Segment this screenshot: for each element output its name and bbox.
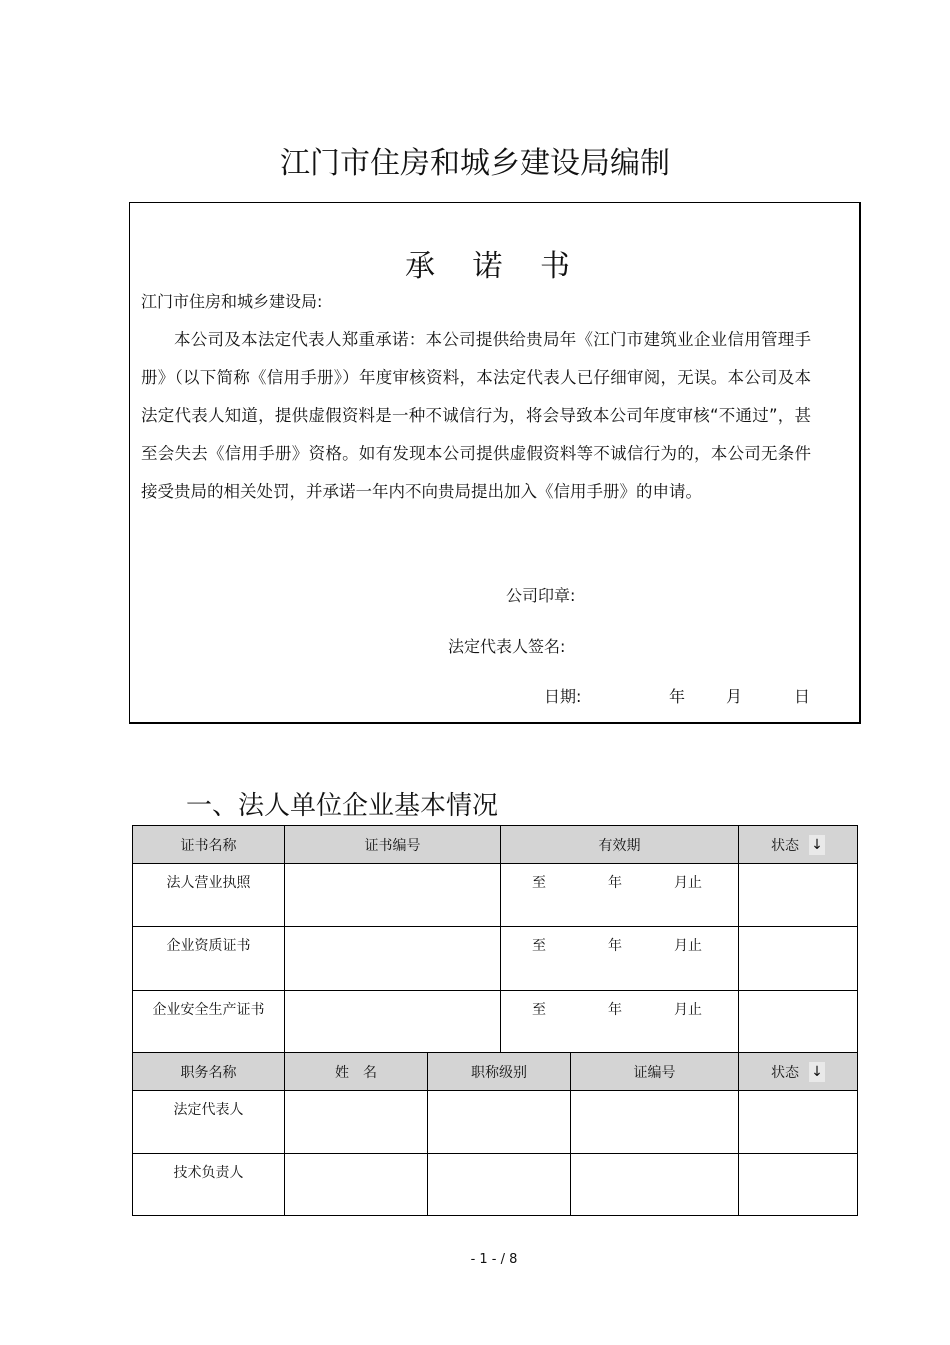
staff-header-status xyxy=(739,1053,857,1091)
staff-row-status-field[interactable] xyxy=(739,1154,857,1215)
cert-header-number: 证书编号 xyxy=(285,826,501,864)
staff-row-title-level-field[interactable] xyxy=(428,1154,571,1215)
cert-row-name: 法人营业执照 xyxy=(133,864,285,927)
staff-header-position: 职务名称 xyxy=(133,1053,285,1091)
staff-row-cert-no-field[interactable] xyxy=(571,1154,739,1215)
enterprise-info-table xyxy=(132,825,858,1216)
cert-row-validity[interactable] xyxy=(501,991,739,1053)
pledge-addressee: 江门市住房和城乡建设局: xyxy=(141,292,323,311)
validity-month-end: 月止 xyxy=(674,1002,702,1018)
cert-row-number-field[interactable] xyxy=(285,864,501,927)
validity-to: 至 xyxy=(532,938,546,954)
staff-row-name-field[interactable] xyxy=(285,1154,428,1215)
cert-row-status-field[interactable] xyxy=(739,864,857,927)
cert-row-number-field[interactable] xyxy=(285,927,501,991)
validity-month-end: 月止 xyxy=(674,875,702,891)
validity-year: 年 xyxy=(608,875,622,891)
document-title: 江门市住房和城乡建设局编制 xyxy=(280,146,670,181)
date-day-label: 日 xyxy=(794,687,811,706)
status-sort-arrow-icon[interactable]: ↓ xyxy=(809,1062,825,1082)
staff-header-name: 姓 名 xyxy=(285,1053,428,1091)
validity-to: 至 xyxy=(532,1002,546,1018)
company-seal-label: 公司印章: xyxy=(506,586,576,605)
staff-row-name-field[interactable] xyxy=(285,1091,428,1154)
pledge-title: 承 诺 书 xyxy=(404,249,585,284)
cert-row-number-field[interactable] xyxy=(285,991,501,1053)
pledge-box xyxy=(129,202,861,724)
validity-month-end: 月止 xyxy=(674,938,702,954)
legal-rep-signature-label: 法定代表人签名: xyxy=(448,637,566,656)
cert-row-validity[interactable] xyxy=(501,864,739,927)
cert-row-name: 企业安全生产证书 xyxy=(133,991,285,1053)
date-label: 日期: xyxy=(544,687,582,706)
cert-header-status-label: 状态 xyxy=(771,837,799,854)
staff-row-title-level-field[interactable] xyxy=(428,1091,571,1154)
staff-row-cert-no-field[interactable] xyxy=(571,1091,739,1154)
status-sort-arrow-icon[interactable]: ↓ xyxy=(809,835,825,855)
section-heading: 一、法人单位企业基本情况 xyxy=(186,791,499,821)
cert-header-validity: 有效期 xyxy=(501,826,739,864)
staff-row-status-field[interactable] xyxy=(739,1091,857,1154)
staff-row-position: 法定代表人 xyxy=(133,1091,285,1154)
date-month-label: 月 xyxy=(726,687,743,706)
validity-year: 年 xyxy=(608,1002,622,1018)
date-year-label: 年 xyxy=(669,687,686,706)
cert-row-validity[interactable] xyxy=(501,927,739,991)
staff-row-position: 技术负责人 xyxy=(133,1154,285,1215)
staff-header-cert-no: 证编号 xyxy=(571,1053,739,1091)
pledge-body: 本公司及本法定代表人郑重承诺：本公司提供给贵局年《江门市建筑业企业信用管理手册》（以下简称《信用手册》）年度审核资料，本法定代表人已仔细审阅，无误。本公司及本法定代表人知道，提供虚假资料是一种不诚信行为，将会导致本公司年度审核“不通过”，甚至会失去《信用手册》资格。如有发现本公司提供虚假资料等不诚信行为的，本公司无条件接受贵局的相关处罚，并承诺一年内不向贵局提出加入《信用手册》的申请。 xyxy=(141,330,811,501)
staff-header-status-label: 状态 xyxy=(771,1064,799,1081)
cert-header-status xyxy=(739,826,857,864)
cert-header-name: 证书名称 xyxy=(133,826,285,864)
cert-row-name: 企业资质证书 xyxy=(133,927,285,991)
validity-to: 至 xyxy=(532,875,546,891)
page-number: - 1 - / 8 xyxy=(470,1252,518,1267)
validity-year: 年 xyxy=(608,938,622,954)
cert-row-status-field[interactable] xyxy=(739,991,857,1053)
staff-header-title-level: 职称级别 xyxy=(428,1053,571,1091)
cert-row-status-field[interactable] xyxy=(739,927,857,991)
